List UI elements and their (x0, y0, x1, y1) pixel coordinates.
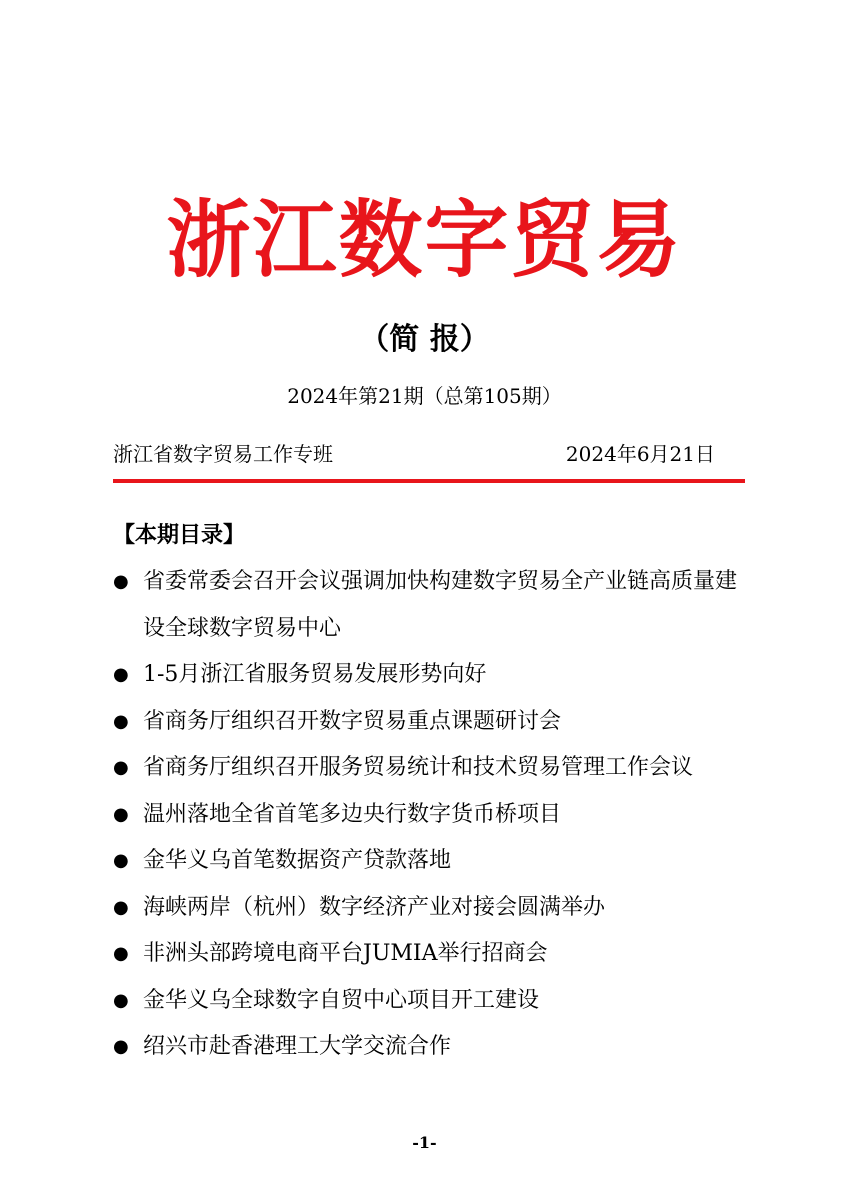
issuer: 浙江省数字贸易工作专班 (113, 442, 333, 466)
bullet-icon: ● (113, 896, 129, 918)
bullet-icon: ● (113, 943, 129, 964)
toc-item-text: 绍兴市赴香港理工大学交流合作 (143, 1034, 452, 1059)
bullet-icon: ● (113, 989, 129, 1011)
issue-number: 2024年第21期（总第105期） (287, 384, 562, 408)
bullet-icon: ● (113, 803, 129, 825)
publication-type: （简 报） (359, 322, 490, 357)
bullet-icon: ● (113, 664, 129, 685)
bullet-icon: ● (113, 1036, 129, 1057)
toc-item-text: 金华义乌首笔数据资产贷款落地 (143, 848, 452, 873)
toc-item-text: 1-5月浙江省服务贸易发展形势向好 (143, 662, 487, 687)
toc-item-text: 省商务厅组织召开服务贸易统计和技术贸易管理工作会议 (143, 755, 694, 780)
header-rule (113, 479, 745, 483)
toc-item-text: 金华义乌全球数字自贸中心项目开工建设 (143, 987, 540, 1013)
bullet-icon: ● (113, 710, 129, 732)
toc-item (113, 1024, 753, 1071)
bullet-icon: ● (113, 850, 129, 871)
bullet-icon: ● (113, 757, 129, 778)
toc-item-text: 省商务厅组织召开数字贸易重点课题研讨会 (143, 708, 562, 734)
toc-item (113, 652, 753, 699)
toc-item (113, 978, 753, 1025)
issuer-date-row (113, 434, 715, 474)
toc-item (113, 559, 753, 652)
toc-list (113, 559, 753, 1071)
issue-date: 2024年6月21日 (565, 442, 715, 466)
toc-item (113, 931, 753, 978)
toc-item (113, 745, 753, 792)
toc-item (113, 838, 753, 885)
toc-item-text: 温州落地全省首笔多边央行数字货币桥项目 (143, 801, 562, 827)
toc-item-text: 海峡两岸（杭州）数字经济产业对接会圆满举办 (143, 894, 606, 920)
bullet-icon: ● (113, 571, 129, 592)
masthead-title: 浙江数字贸易 (166, 191, 683, 289)
toc-item (113, 792, 753, 839)
toc-item-text: 省委常委会召开会议强调加快构建数字贸易全产业链高质量建设全球数字贸易中心 (143, 569, 738, 641)
toc-item (113, 885, 753, 932)
toc-item-text: 非洲头部跨境电商平台JUMIA举行招商会 (143, 941, 548, 966)
toc-item (113, 699, 753, 746)
toc-heading: 【本期目录】 (113, 523, 246, 548)
page-number: -1- (412, 1133, 437, 1152)
